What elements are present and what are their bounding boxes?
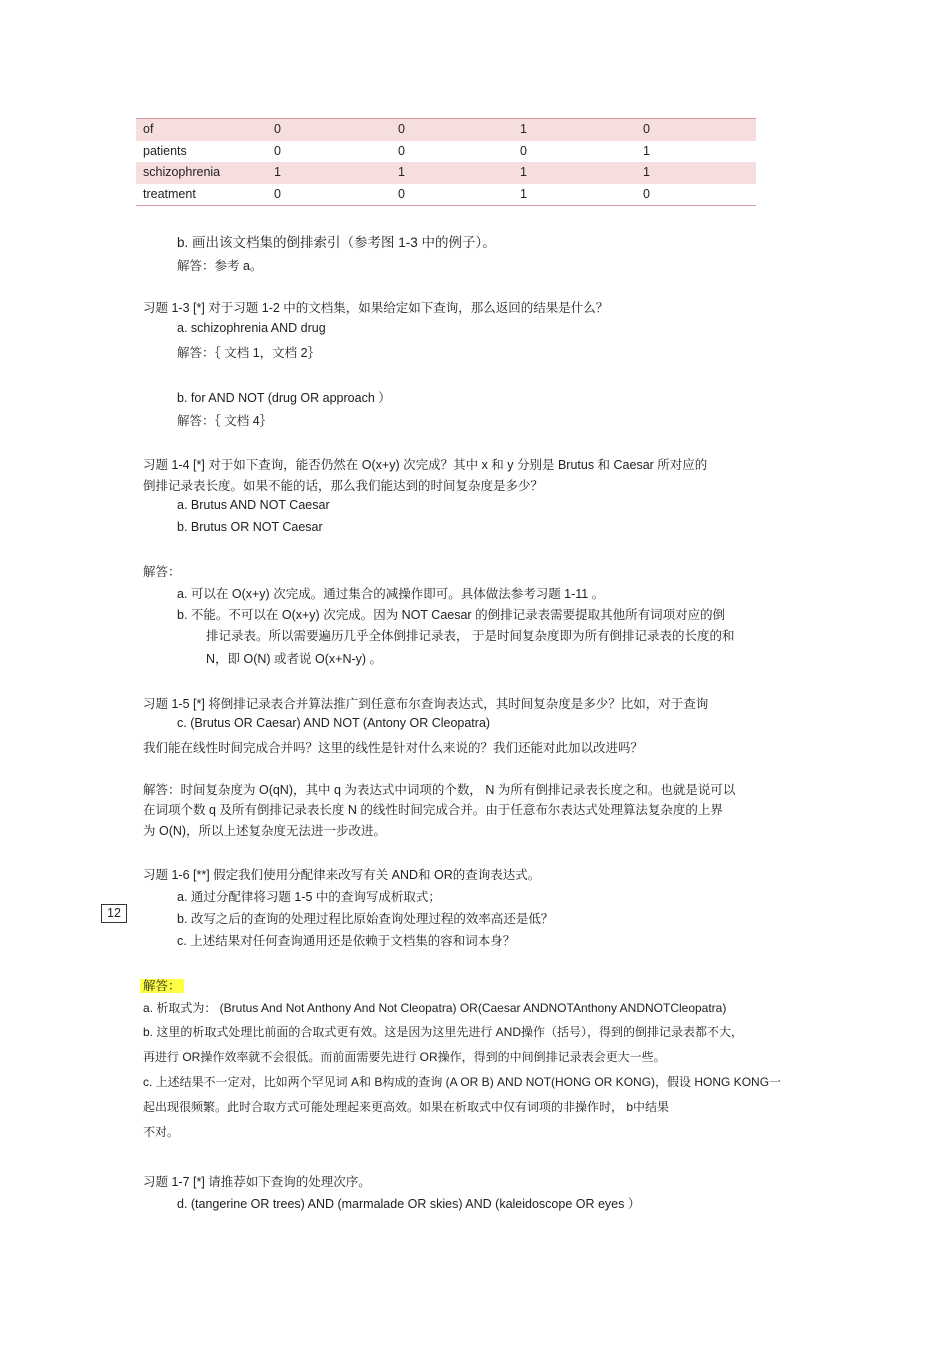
answer-text: 解答：｛ 文档 4｝	[177, 414, 273, 428]
exercise-1-7-heading: 习题 1-7 [*] 请推荐如下查询的处理次序。	[143, 1175, 371, 1189]
value-cell: 1	[520, 165, 527, 179]
exercise-1-6-heading: 习题 1-6 [**] 假定我们使用分配律来改写有关 AND和 OR的查询表达式。	[143, 868, 541, 882]
answer-item-continued: 再进行 OR操作效率就不会很低。而前面需要先进行 OR操作，得到的中间倒排记录表会更大一些。	[143, 1050, 666, 1064]
answer-item-continued: 起出现很频繁。此时合取方式可能处理起来更高效。如果在析取式中仅有词项的非操作时， b中结果	[143, 1100, 670, 1114]
answer-text: 解答：｛ 文档 1，文档 2｝	[177, 346, 321, 360]
value-cell: 0	[520, 143, 527, 158]
value-cell: 0	[643, 122, 650, 136]
value-cell: 1	[398, 165, 405, 179]
query-item: a. Brutus AND NOT Caesar	[177, 498, 330, 512]
value-cell: 0	[274, 186, 281, 201]
paragraph-line: 我们能在线性时间完成合并吗？这里的线性是针对什么来说的？我们还能对此加以改进吗？	[143, 741, 644, 755]
answer-text: 为 O(N)，所以上述复杂度无法进一步改进。	[143, 824, 387, 838]
answer-item: b. 这里的析取式处理比前面的合取式更有效。这是因为这里先进行 AND操作（括号），得到的倒排记录表都不大，	[143, 1025, 744, 1039]
term-cell: treatment	[143, 186, 196, 201]
table-row	[136, 119, 756, 141]
answer-item: b. 不能。不可以在 O(x+y) 次完成。因为 NOT Caesar 的倒排记录表需要提取其他所有词项对应的倒	[177, 608, 726, 622]
answer-item-continued: 排记录表。所以需要遍历几乎全体倒排记录表， 于是时间复杂度即为所有倒排记录表的长度的和	[206, 629, 735, 643]
value-cell: 1	[274, 165, 281, 179]
paragraph-line: 倒排记录表长度。如果不能的话，那么我们能达到的时间复杂度是多少？	[143, 479, 544, 493]
value-cell: 0	[274, 143, 281, 158]
question-item: c. 上述结果对任何查询通用还是依赖于文档集的容和词本身？	[177, 934, 516, 948]
value-cell: 0	[274, 122, 281, 136]
answer-text: 解答：时间复杂度为 O(qN)，其中 q 为表达式中词项的个数， N 为所有倒排记录表长度之和。也就是说可以	[143, 783, 736, 797]
answer-item-continued: N，即 O(N) 或者说 O(x+N-y) 。	[206, 652, 383, 666]
highlighted-answer-heading	[140, 976, 184, 994]
query-item: b. Brutus OR NOT Caesar	[177, 520, 323, 534]
term-cell: patients	[143, 143, 187, 158]
value-cell: 1	[520, 186, 527, 201]
answer-item-continued: 不对。	[143, 1125, 180, 1139]
page-number: 12	[101, 904, 127, 923]
value-cell: 1	[643, 143, 650, 158]
exercise-1-2-b: b. 画出该文档集的倒排索引（参考图 1-3 中的例子）。	[177, 235, 496, 250]
term-cell: schizophrenia	[143, 165, 221, 179]
value-cell: 0	[643, 186, 650, 201]
answer-item: a. 析取式为： (Brutus And Not Anthony And Not Cleopatra) OR(Caesar ANDNOTAnthony ANDNOTCleopatra)	[143, 1001, 727, 1015]
term-document-table	[136, 118, 756, 206]
answer-text: 解答：参考 a。	[177, 259, 263, 273]
value-cell: 1	[520, 122, 527, 136]
exercise-1-5-heading: 习题 1-5 [*] 将倒排记录表合并算法推广到任意布尔查询表达式，其时间复杂度是多少？比如，对于查询	[143, 697, 709, 711]
table-row	[136, 162, 756, 184]
value-cell: 1	[643, 165, 650, 179]
answer-text: 在词项个数 q 及所有倒排记录表长度 N 的线性时间完成合并。由于任意布尔表达式处理算法复杂度的上界	[143, 803, 723, 817]
answer-highlight: 解答：	[140, 979, 184, 993]
query-item: b. for AND NOT (drug OR approach ）	[177, 391, 391, 405]
value-cell: 0	[398, 143, 405, 158]
term-cell: of	[143, 122, 154, 136]
exercise-1-4-heading: 习题 1-4 [*] 对于如下查询，能否仍然在 O(x+y) 次完成？其中 x 和 y 分别是 Brutus 和 Caesar 所对应的	[143, 458, 708, 472]
query-item: d. (tangerine OR trees) AND (marmalade OR skies) AND (kaleidoscope OR eyes ）	[177, 1197, 641, 1211]
answer-heading: 解答：	[143, 565, 181, 579]
answer-item: a. 可以在 O(x+y) 次完成。通过集合的减操作即可。具体做法参考习题 1-11 。	[177, 587, 605, 601]
query-item: c. (Brutus OR Caesar) AND NOT (Antony OR Cleopatra)	[177, 716, 491, 730]
table-row	[136, 141, 756, 163]
answer-item: c. 上述结果不一定对，比如两个罕见词 A和 B构成的查询 (A OR B) AND NOT(HONG OR KONG)，假设 HONG KONG一	[143, 1075, 782, 1089]
question-item: a. 通过分配律将习题 1-5 中的查询写成析取式；	[177, 890, 441, 904]
exercise-1-3-heading: 习题 1-3 [*] 对于习题 1-2 中的文档集，如果给定如下查询，那么返回的结果是什么？	[143, 301, 609, 315]
table-row	[136, 184, 756, 206]
question-item: b. 改写之后的查询的处理过程比原始查询处理过程的效率高还是低？	[177, 912, 554, 926]
query-item: a. schizophrenia AND drug	[177, 321, 326, 335]
value-cell: 0	[398, 186, 405, 201]
value-cell: 0	[398, 122, 405, 136]
